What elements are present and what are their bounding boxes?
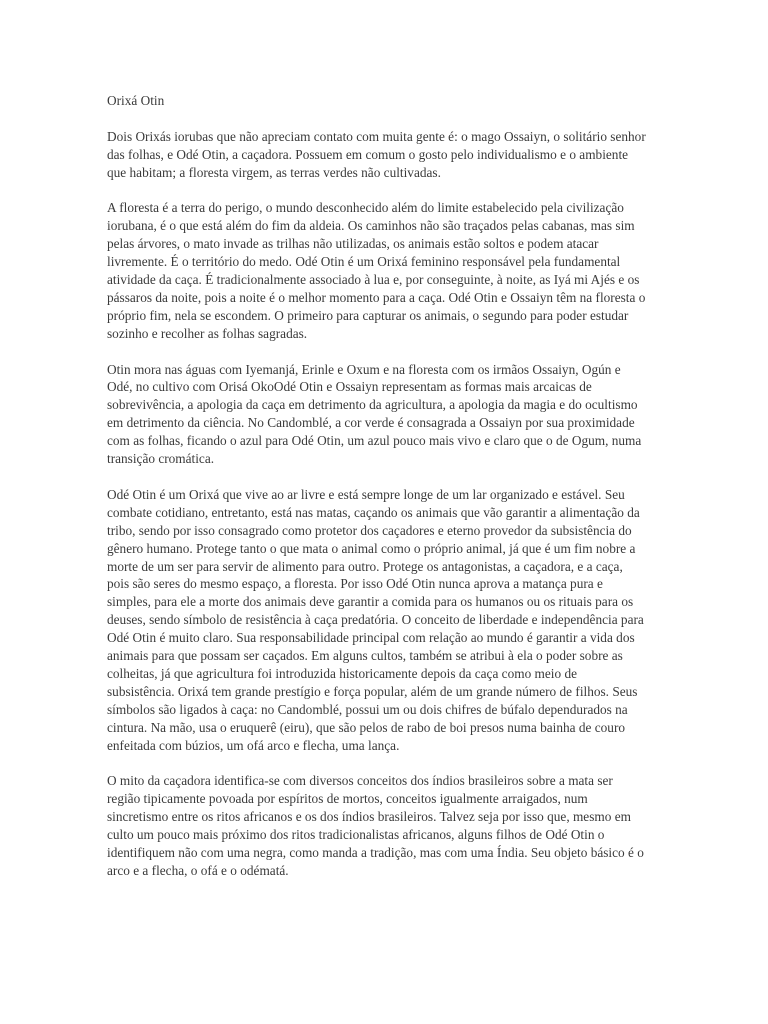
paragraph-5: O mito da caçadora identifica-se com diversos conceitos dos índios brasileiros sobre a mata ser região tipicamente povoada por espíritos de mortos, conceitos igualmente arraigados, num sincretismo entre os ritos africanos e os dos índios brasileiros. Talvez seja por isso que, mesmo em culto um pouco mais próximo dos ritos tradicionalistas africanos, alguns filhos de Odé Otin o identifiquem não com uma negra, como manda a tradição, mas com uma Índia. Seu objeto básico é o arco e a flecha, o ofá e o odématá. [107, 773, 644, 878]
paragraph-1: Dois Orixás iorubas que não apreciam contato com muita gente é: o mago Ossaiyn, o solitário senhor das folhas, e Odé Otin, a caçadora. Possuem em comum o gosto pelo individualismo e o ambiente que habitam; a floresta virgem, as terras verdes não cultivadas. [107, 128, 646, 180]
paragraph-4: Odé Otin é um Orixá que vive ao ar livre e está sempre longe de um lar organizado e estável. Seu combate cotidiano, entretanto, está nas matas, caçando os animais que vão garantir a alimentação da tribo, sendo por isso consagrado como protetor dos caçadores e eterno provedor da subsistência do gênero humano. Protege tanto o que mata o animal como o próprio animal, já que é um fim nobre a morte de um ser para servir de alimento para outro. Protege os antagonistas, a caçadora, e a caça, pois são seres do mesmo espaço, a floresta. Por isso Odé Otin nunca aprova a matança pura e simples, para ele a morte dos animais deve garantir a comida para os humanos ou os rituais para os deuses, sendo símbolo de resistência à caça predatória. O conceito de liberdade e independência para Odé Otin é muito claro. Sua responsabilidade principal com relação ao mundo é garantir a vida dos animais para que possam ser caçados. Em alguns cultos, também se atribui à ela o poder sobre as colheitas, já que agricultura foi introduzida historicamente depois da caça como meio de subsistência. Orixá tem grande prestígio e força popular, além de um grande número de filhos. Seus símbolos são ligados à caça: no Candomblé, possui um ou dois chifres de búfalo dependurados na cintura. Na mão, usa o eruquerê (eiru), que são pelos de rabo de boi presos numa bainha de couro enfeitada com búzios, um ofá arco e flecha, uma lança. [107, 486, 644, 753]
document-page [107, 92, 647, 898]
paragraph-2: A floresta é a terra do perigo, o mundo desconhecido além do limite estabelecido pela civilização iorubana, é o que está além do fim da aldeia. Os caminhos não são traçados pelas cabanas, mas sim pelas árvores, o mato invade as trilhas não utilizadas, os animais estão soltos e podem atacar livremente. É o território do medo. Odé Otin é um Orixá feminino responsável pela fundamental atividade da caça. É tradicionalmente associado à lua e, por conseguinte, à noite, as Iyá mi Ajés e os pássaros da noite, pois a noite é o melhor momento para a caça. Odé Otin e Ossaiyn têm na floresta o próprio fim, nela se escondem. O primeiro para capturar os animais, o segundo para poder estudar sozinho e recolher as folhas sagradas. [107, 200, 646, 341]
document-title: Orixá Otin [107, 93, 165, 108]
paragraph-3: Otin mora nas águas com Iyemanjá, Erinle e Oxum e na floresta com os irmãos Ossaiyn, Ogún e Odé, no cultivo com Orisá OkoOdé Otin e Ossaiyn representam as formas mais arcaicas de sobrevivência, a apologia da caça em detrimento da agricultura, a apologia da magia e do ocultismo em detrimento da ciência. No Candomblé, a cor verde é consagrada a Ossaiyn por sua proximidade com as folhas, ficando o azul para Odé Otin, um azul pouco mais vivo e claro que o de Ogum, numa transição cromática. [107, 361, 642, 467]
